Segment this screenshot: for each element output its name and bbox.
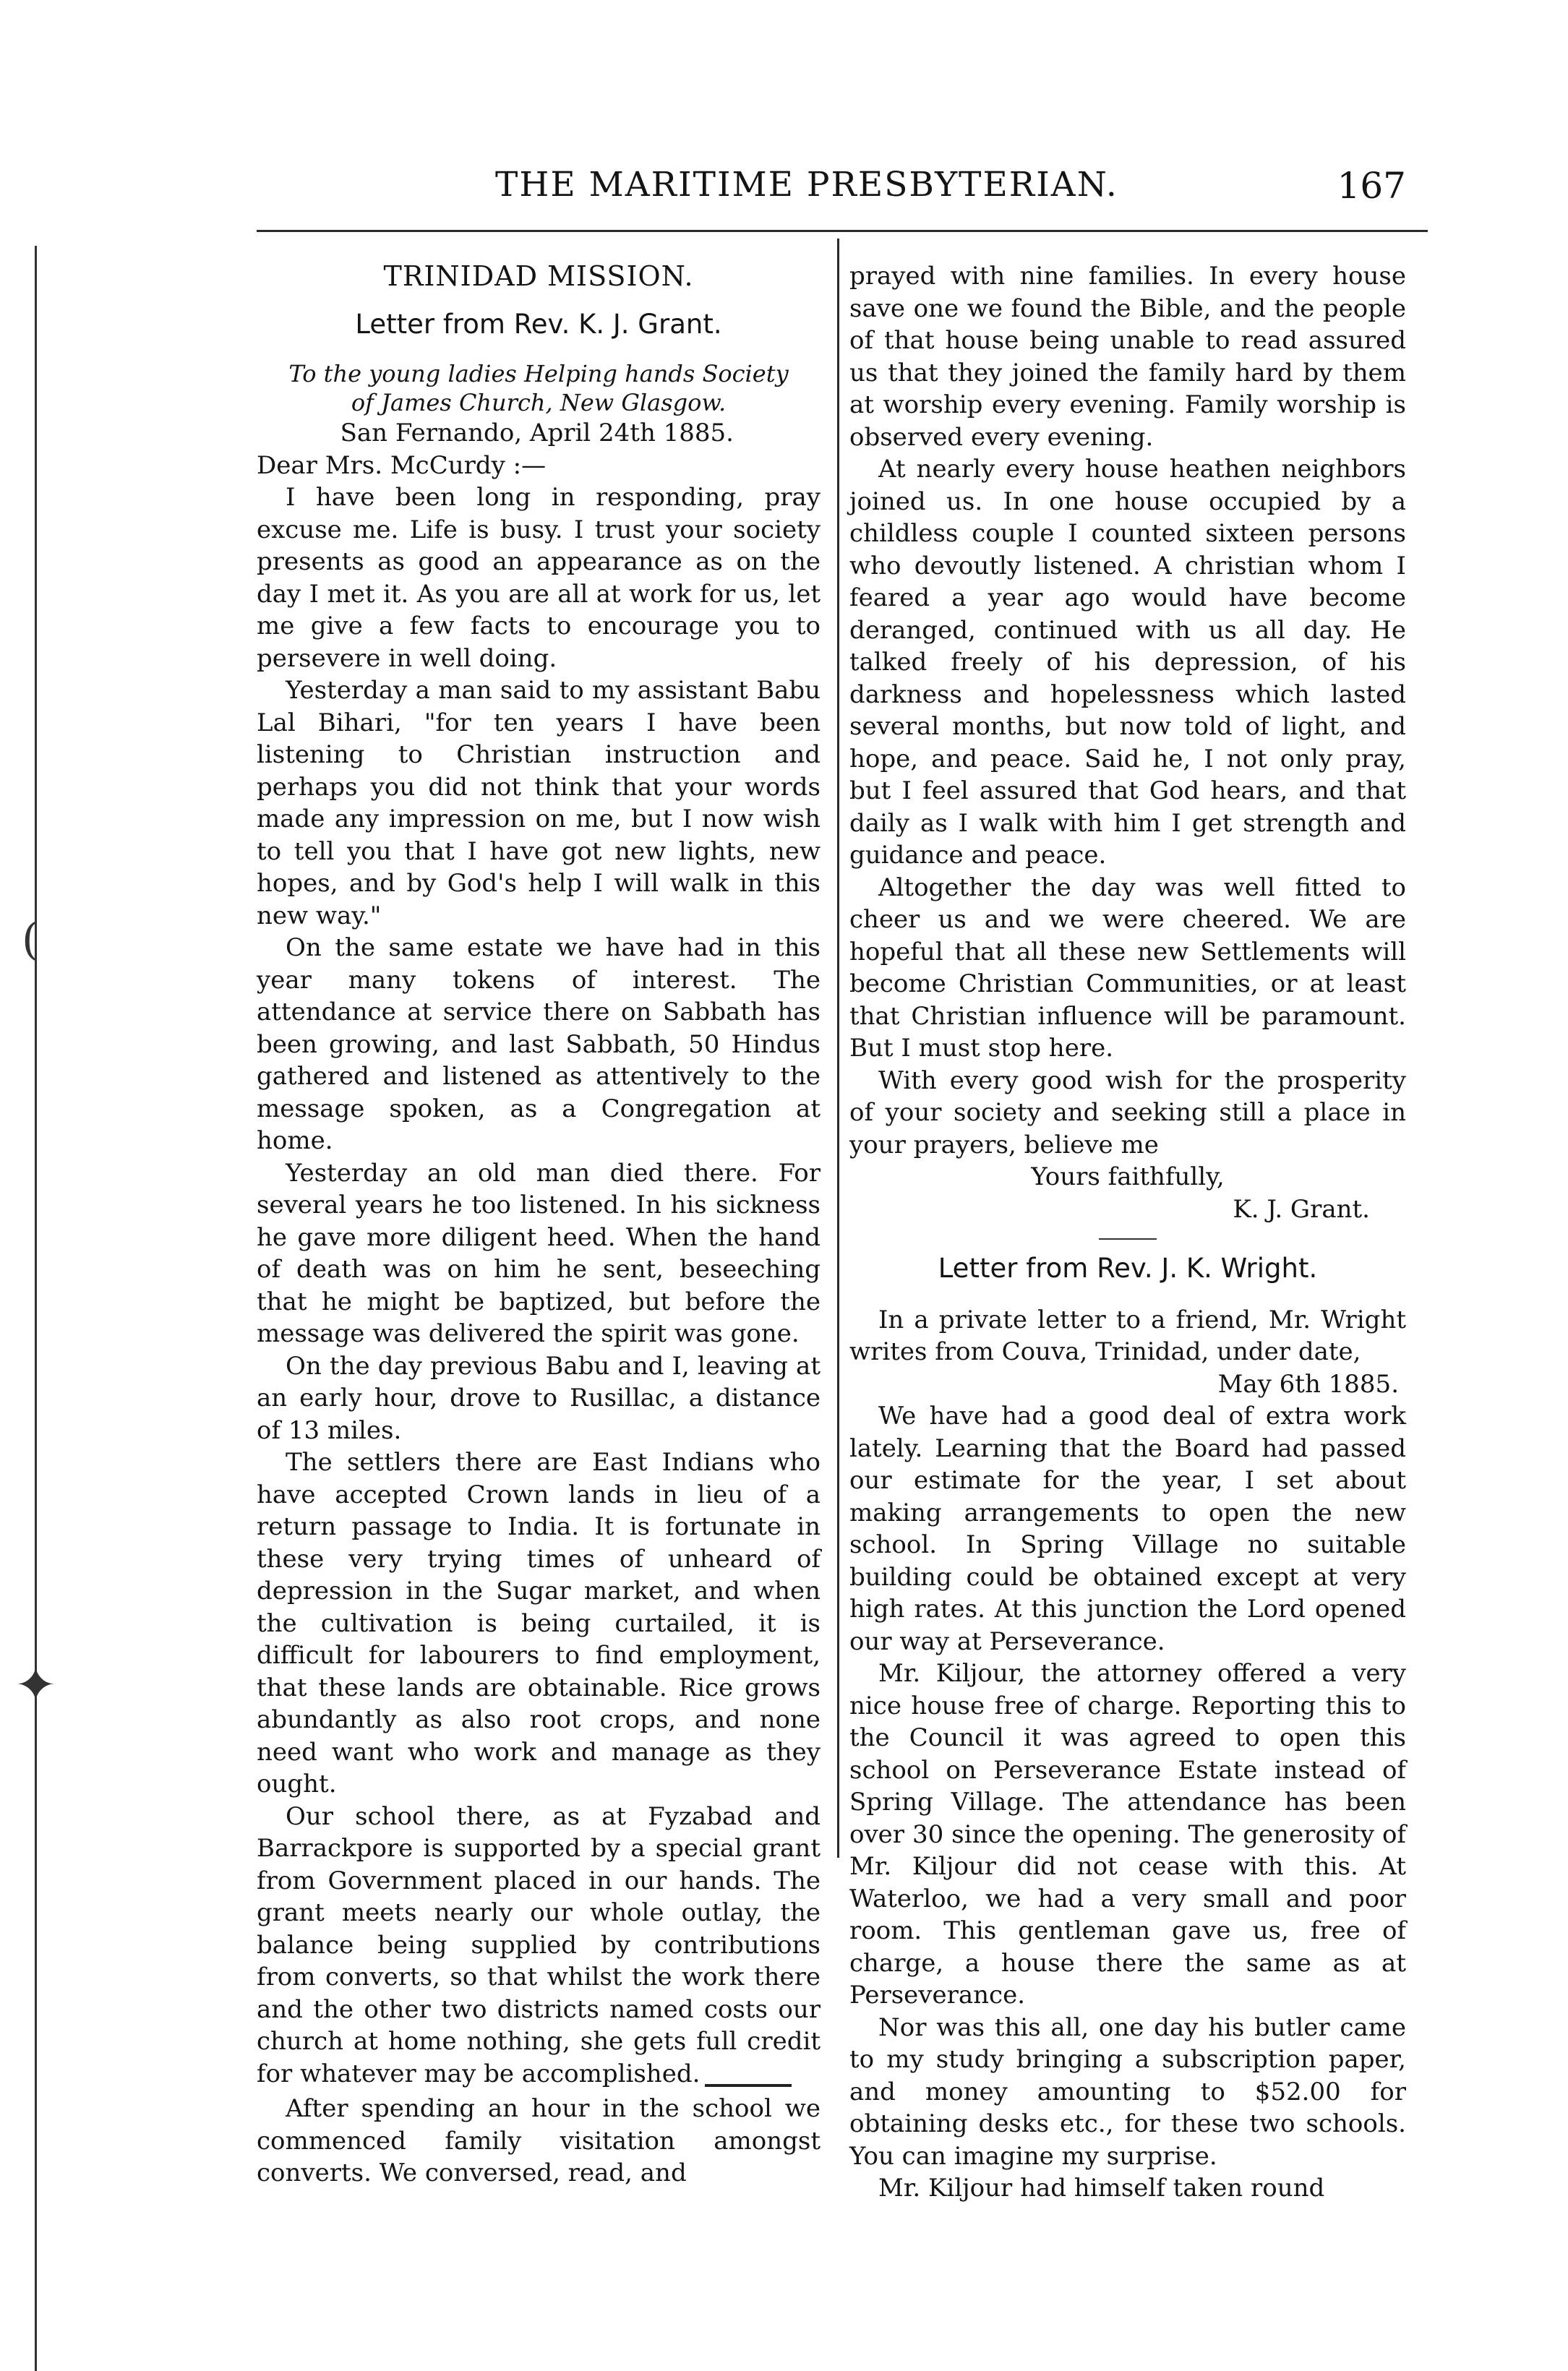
- address-line: To the young ladies Helping hands Society: [288, 360, 789, 387]
- paragraph: Mr. Kiljour had himself taken round: [878, 2174, 1325, 2203]
- paragraph: Nor was this all, one day his butler came to my study bringing a subscription paper, and money amounting to $52.00 for obtaining desks etc., for these two schools. You can imagine my surprise.: [849, 2012, 1406, 2171]
- running-header: [257, 165, 1406, 215]
- running-title: THE MARITIME PRESBYTERIAN.: [495, 165, 1118, 205]
- paragraph: Mr. Kiljour, the attorney offered a very nice house free of charge. Reporting this to the Council it was agreed to open this school on Perseverance Estate instead of Spring Village. The attendance has been over 30 since the opening. The generosity of Mr. Kiljour did not cease with this. At Waterloo, we had a very small and poor room. This gentleman gave us, free of charge, a house there the same as at Perseverance.: [849, 1659, 1406, 2010]
- page-number: 167: [1337, 165, 1406, 207]
- margin-bracket-mark: (: [22, 914, 39, 965]
- closing-valediction: Yours faithfully,: [1031, 1162, 1225, 1191]
- binding-margin-line: [35, 246, 37, 2371]
- paragraph: On the day previous Babu and I, leaving at an early hour, drove to Rusillac, a distance of 13 miles.: [257, 1351, 821, 1445]
- dateline: San Fernando, April 24th 1885.: [340, 419, 734, 447]
- address-line: of James Church, New Glasgow.: [351, 389, 727, 416]
- paragraph: I have been long in responding, pray excuse me. Life is busy. I trust your society presents as good an appearance as on the day I met it. As you are all at work for us, let me give a few facts to encourage you to persevere in well doing.: [257, 483, 821, 673]
- paragraph: Our school there, as at Fyzabad and Barrackpore is supported by a special grant from Government placed in our hands. The grant meets nearly our whole outlay, the balance being supplied by contributions from converts, so that whilst the work there and the other two districts named costs our church at home nothing, she gets full credit for whatever may be accomplished.: [257, 1801, 821, 2088]
- short-rule: [705, 2084, 792, 2087]
- column-divider: [837, 239, 839, 1858]
- paragraph: With every good wish for the prosperity of your society and seeking still a place in your prayers, believe me: [849, 1066, 1406, 1159]
- paragraph: prayed with nine families. In every house save one we found the Bible, and the people of that house being unable to read assured us that they joined the family hard by them at worship every evening. Family worship is observed every evening.: [849, 262, 1406, 452]
- left-column: [257, 260, 821, 2190]
- header-rule: [257, 230, 1428, 232]
- section-rule: [1099, 1238, 1157, 1240]
- letter-date: May 6th 1885.: [1217, 1369, 1399, 1399]
- paragraph: Yesterday a man said to my assistant Babu Lal Bihari, "for ten years I have been listening to Christian instruction and perhaps you did not think that your words made any impression on me, but I now wish to tell you that I have got new lights, new hopes, and by God's help I will walk in this new way.": [257, 676, 821, 930]
- margin-ornament-mark: ✦: [14, 1655, 57, 1715]
- paragraph: After spending an hour in the school we commenced family visitation amongst converts. We conversed, read, and: [257, 2094, 821, 2187]
- paragraph: We have had a good deal of extra work lately. Learning that the Board had passed our estimate for the year, I set about making arrangements to open the new school. In Spring Village no suitable building could be obtained except at very high rates. At this junction the Lord opened our way at Perseverance.: [849, 1402, 1406, 1656]
- letter-heading-grant: Letter from Rev. K. J. Grant.: [355, 308, 722, 340]
- paragraph: In a private letter to a friend, Mr. Wright writes from Couva, Trinidad, under date,: [849, 1305, 1406, 1366]
- salutation: Dear Mrs. McCurdy :—: [257, 450, 547, 480]
- section-title: TRINIDAD MISSION.: [383, 260, 694, 292]
- paragraph: Yesterday an old man died there. For several years he too listened. In his sickness he gave more diligent heed. When the hand of death was on him he sent, beseeching that he might be baptized, but before the message was delivered the spirit was gone.: [257, 1158, 821, 1348]
- paragraph: Altogether the day was well fitted to cheer us and we were cheered. We are hopeful that all these new Settlements will become Christian Communities, or at least that Christian influence will be paramount. But I must stop here.: [849, 872, 1406, 1063]
- paragraph: At nearly every house heathen neighbors joined us. In one house occupied by a childless couple I counted sixteen persons who devoutly listened. A christian whom I feared a year ago would have become deranged, continued with us all day. He talked freely of his depression, of his darkness and hopelessness which lasted several months, but now told of light, and hope, and peace. Said he, I not only pray, but I feel assured that God hears, and that daily as I walk with him I get strength and guidance and peace.: [849, 455, 1406, 870]
- paragraph: On the same estate we have had in this year many tokens of interest. The attendance at service there on Sabbath has been growing, and last Sabbath, 50 Hindus gathered and listened as attentively to the message spoken, as a Congregation at home.: [257, 933, 821, 1155]
- closing-signature: K. J. Grant.: [1233, 1194, 1370, 1224]
- paragraph: The settlers there are East Indians who have accepted Crown lands in lieu of a return passage to India. It is fortunate in these very trying times of unheard of depression in the Sugar market, and when the cultivation is being curtailed, it is difficult for labourers to find employment, that these lands are obtainable. Rice grows abundantly as also root crops, and none need want who work and manage as they ought.: [257, 1448, 821, 1798]
- letter-heading-wright: Letter from Rev. J. K. Wright.: [938, 1253, 1318, 1284]
- right-column: [849, 260, 1406, 2205]
